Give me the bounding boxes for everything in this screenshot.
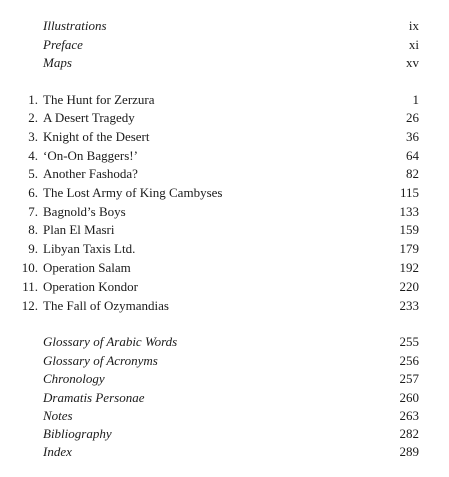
toc-entry-page: xv (406, 55, 419, 70)
toc-chapter-number: 6. (28, 185, 38, 200)
toc-chapter-title: Knight of the Desert (43, 129, 150, 144)
toc-chapter-title: Operation Kondor (43, 279, 138, 294)
toc-entry-title: Glossary of Acronyms (43, 353, 158, 368)
toc-entry-maps (0, 54, 449, 72)
toc-chapter-title: Libyan Taxis Ltd. (43, 241, 136, 256)
toc-entry-title: Bibliography (43, 426, 112, 441)
toc-chapter-number: 4. (28, 148, 38, 163)
toc-chapter-number: 1. (28, 92, 38, 107)
toc-chapter-page: 233 (399, 298, 419, 313)
toc-chapter-page: 133 (399, 204, 419, 219)
toc-chapter-8 (0, 221, 449, 239)
toc-chapter-page: 192 (399, 260, 419, 275)
toc-entry-title: Illustrations (43, 18, 107, 33)
toc-chapter-2 (0, 109, 449, 127)
toc-chapter-title: The Hunt for Zerzura (43, 92, 155, 107)
toc-entry-title: Dramatis Personae (43, 390, 145, 405)
toc-chapter-page: 1 (412, 92, 419, 107)
toc-chapter-6 (0, 184, 449, 202)
toc-chapter-number: 12. (21, 298, 38, 313)
toc-entry-page: 263 (399, 408, 419, 423)
toc-chapter-title: Another Fashoda? (43, 166, 138, 181)
toc-entry-title: Preface (43, 37, 83, 52)
toc-entry-bibliography (0, 425, 449, 443)
toc-chapter-title: Bagnold’s Boys (43, 204, 126, 219)
toc-entry-title: Maps (43, 55, 72, 70)
toc-entry-glossary-arabic (0, 333, 449, 351)
toc-entry-chronology (0, 370, 449, 388)
toc-chapter-11 (0, 278, 449, 296)
toc-chapter-page: 115 (399, 185, 419, 200)
toc-entry-page: 282 (399, 426, 419, 441)
toc-entry-page: 257 (399, 371, 419, 386)
toc-chapter-10 (0, 259, 449, 277)
toc-chapter-number: 2. (28, 110, 38, 125)
toc-chapter-number: 11. (22, 279, 38, 294)
toc-chapter-4 (0, 147, 449, 165)
toc-chapter-page: 179 (399, 241, 419, 256)
toc-entry-page: 255 (399, 334, 419, 349)
toc-chapter-title: The Fall of Ozymandias (43, 298, 169, 313)
toc-chapter-page: 159 (399, 222, 419, 237)
toc-chapter-page: 220 (399, 279, 419, 294)
toc-entry-illustrations (0, 17, 449, 35)
toc-chapter-9 (0, 240, 449, 258)
toc-chapter-number: 3. (28, 129, 38, 144)
toc-chapter-3 (0, 128, 449, 146)
toc-chapter-number: 8. (28, 222, 38, 237)
toc-chapter-12 (0, 297, 449, 315)
toc-entry-page: 260 (399, 390, 419, 405)
toc-chapter-title: ‘On-On Baggers!’ (43, 148, 138, 163)
toc-chapter-7 (0, 203, 449, 221)
toc-entry-preface (0, 36, 449, 54)
toc-entry-page: 289 (399, 444, 419, 459)
toc-entry-title: Glossary of Arabic Words (43, 334, 178, 349)
toc-entry-page: xi (408, 37, 419, 52)
toc-chapter-title: The Lost Army of King Cambyses (43, 185, 223, 200)
toc-chapter-page: 82 (406, 166, 419, 181)
toc-entry-title: Index (43, 444, 72, 459)
toc-chapter-number: 5. (28, 166, 38, 181)
toc-chapter-title: Operation Salam (43, 260, 131, 275)
toc-chapter-5 (0, 165, 449, 183)
toc-chapter-number: 7. (28, 204, 38, 219)
toc-chapter-number: 9. (28, 241, 38, 256)
toc-entry-title: Notes (43, 408, 73, 423)
toc-entry-glossary-acronyms (0, 352, 449, 370)
toc-entry-dramatis-personae (0, 389, 449, 407)
toc-chapter-title: Plan El Masri (43, 222, 115, 237)
toc-chapter-page: 36 (406, 129, 419, 144)
toc-chapter-1 (0, 91, 449, 109)
toc-entry-title: Chronology (43, 371, 105, 386)
toc-chapter-number: 10. (21, 260, 38, 275)
toc-entry-page: 256 (399, 353, 419, 368)
toc-entry-index (0, 443, 449, 461)
toc-chapter-page: 64 (406, 148, 419, 163)
toc-chapter-page: 26 (406, 110, 419, 125)
toc-chapter-title: A Desert Tragedy (43, 110, 135, 125)
toc-entry-page: ix (408, 18, 419, 33)
toc-entry-notes (0, 407, 449, 425)
